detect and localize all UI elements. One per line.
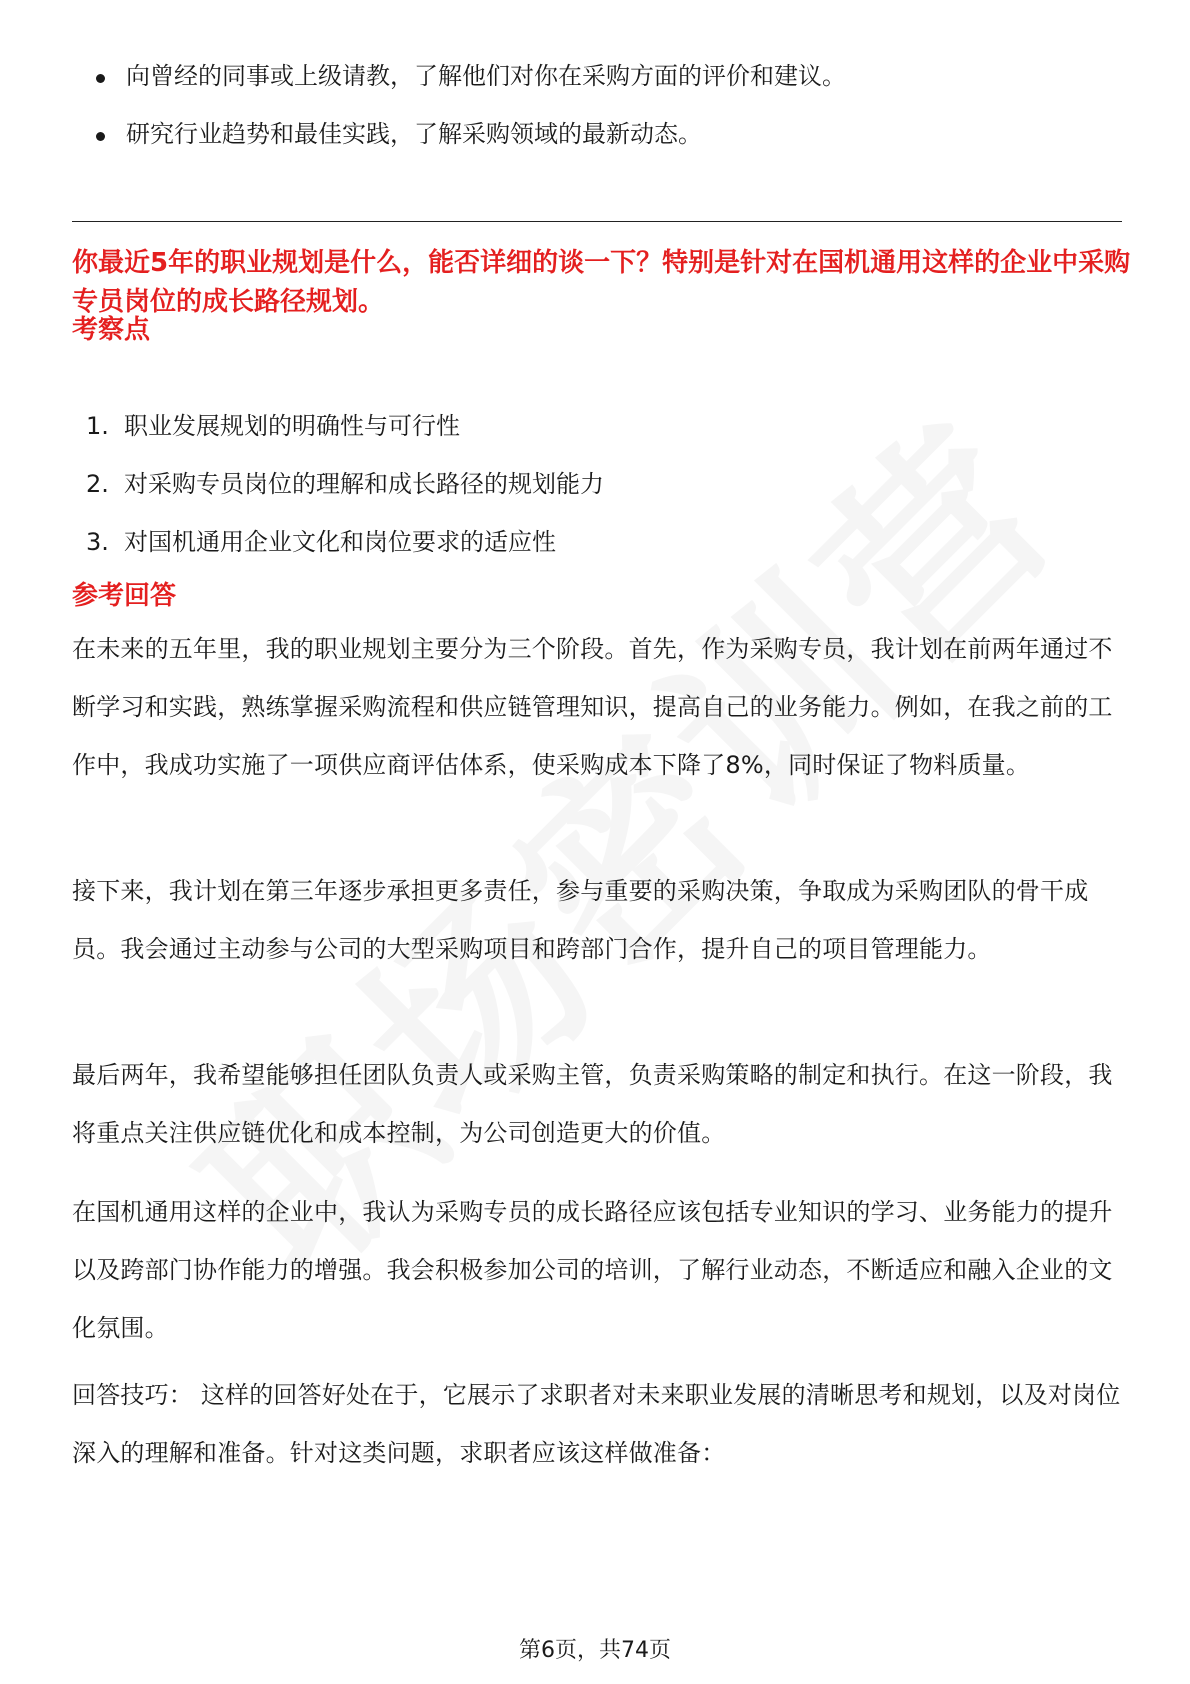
list-number: 1. bbox=[86, 412, 109, 440]
list-text: 职业发展规划的明确性与可行性 bbox=[124, 412, 460, 440]
paragraph: 回答技巧： 这样的回答好处在于，它展示了求职者对未来职业发展的清晰思考和规划，以及对岗位深入的理解和准备。针对这类问题，求职者应该这样做准备： bbox=[72, 1381, 1121, 1467]
list-item bbox=[86, 410, 1126, 468]
question-heading: 你最近5年的职业规划是什么，能否详细的谈一下？特别是针对在国机通用这样的企业中采购专员岗位的成长路径规划。 bbox=[72, 248, 1131, 317]
list-item: 研究行业趋势和最佳实践，了解采购领域的最新动态。 bbox=[90, 118, 1130, 176]
paragraph: 在未来的五年里，我的职业规划主要分为三个阶段。首先，作为采购专员，我计划在前两年通过不断学习和实践，熟练掌握采购流程和供应链管理知识，提高自己的业务能力。例如，在我之前的工作中，我成功实施了一项供应商评估体系，使采购成本下降了8%，同时保证了物料质量。 bbox=[72, 635, 1113, 779]
list-text: 对国机通用企业文化和岗位要求的适应性 bbox=[124, 528, 556, 556]
paragraph: 最后两年，我希望能够担任团队负责人或采购主管，负责采购策略的制定和执行。在这一阶段，我将重点关注供应链优化和成本控制，为公司创造更大的价值。 bbox=[72, 1061, 1113, 1147]
list-number: 2. bbox=[86, 470, 109, 498]
paragraph: 接下来，我计划在第三年逐步承担更多责任，参与重要的采购决策，争取成为采购团队的骨干成员。我会通过主动参与公司的大型采购项目和跨部门合作，提升自己的项目管理能力。 bbox=[72, 877, 1089, 963]
list-number: 3. bbox=[86, 528, 109, 556]
list-item: 向曾经的同事或上级请教，了解他们对你在采购方面的评价和建议。 bbox=[90, 60, 1130, 118]
section-heading-kaocha: 考察点 bbox=[72, 315, 151, 345]
section-heading-answer: 参考回答 bbox=[72, 581, 177, 611]
list-item bbox=[86, 526, 1126, 584]
list-text: 对采购专员岗位的理解和成长路径的规划能力 bbox=[124, 470, 604, 498]
bullet-list bbox=[90, 60, 1130, 176]
page-number: 第6页，共74页 bbox=[519, 1638, 671, 1663]
section-divider bbox=[72, 221, 1122, 222]
paragraph: 在国机通用这样的企业中，我认为采购专员的成长路径应该包括专业知识的学习、业务能力的提升以及跨部门协作能力的增强。我会积极参加公司的培训，了解行业动态，不断适应和融入企业的文化氛围。 bbox=[72, 1198, 1113, 1342]
numbered-list bbox=[86, 410, 1126, 584]
list-item bbox=[86, 468, 1126, 526]
